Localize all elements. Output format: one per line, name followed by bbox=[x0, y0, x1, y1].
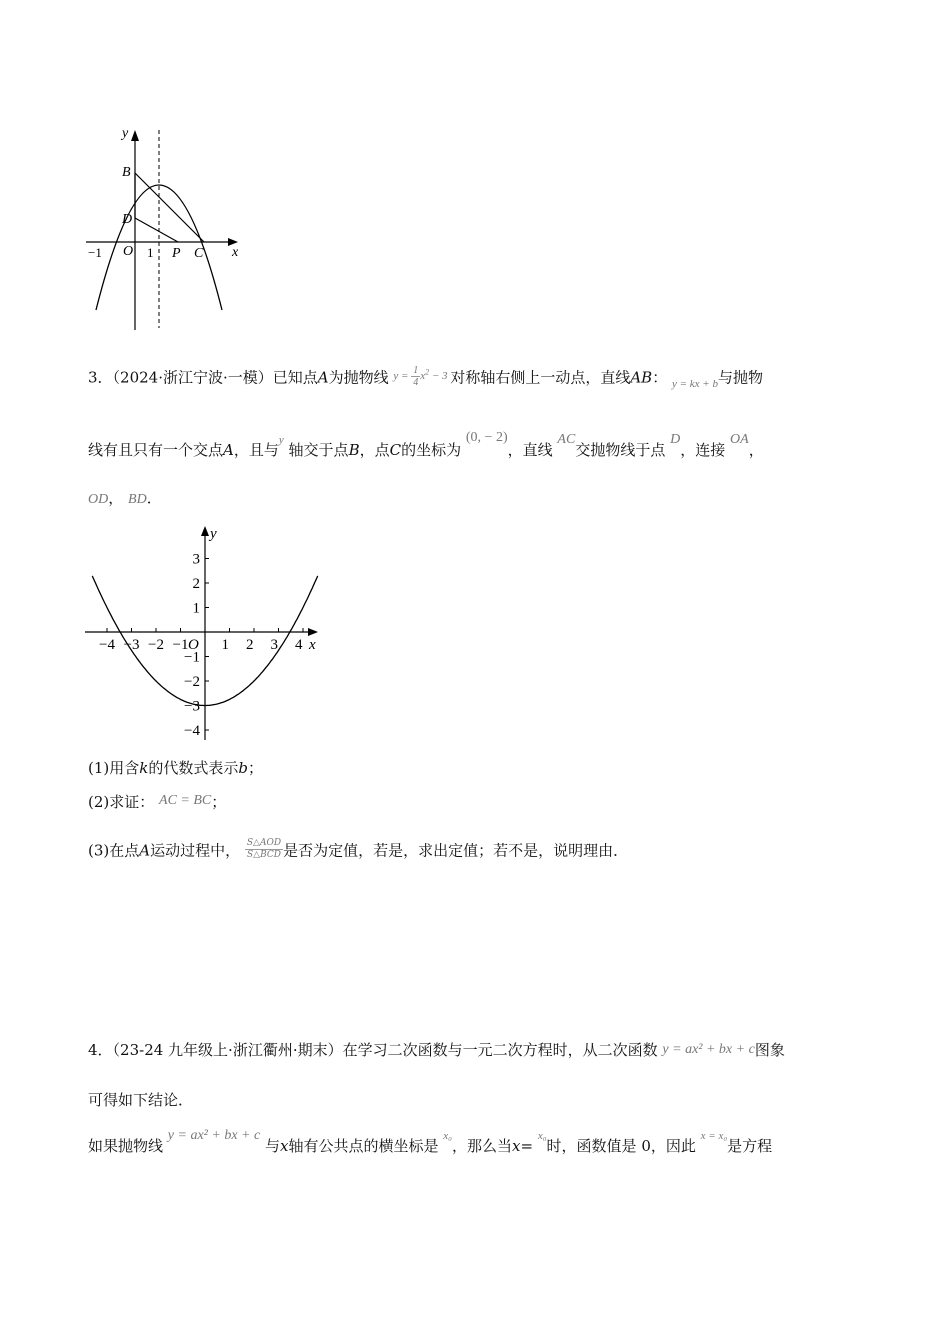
q4-line3-text-c: 轴有公共点的横坐标是 bbox=[288, 1137, 439, 1155]
y-tick-label: −3 bbox=[184, 698, 200, 715]
q3-comma: ， bbox=[748, 441, 764, 459]
x-tick-label: 1 bbox=[221, 637, 229, 653]
q4-line3-text-f: 是方程 bbox=[727, 1137, 773, 1155]
label-x: x bbox=[232, 245, 239, 260]
label-B: B bbox=[122, 165, 131, 180]
y-tick-label: −4 bbox=[184, 723, 200, 739]
q3-line2-text4: ，点 bbox=[359, 441, 390, 459]
segment-BC bbox=[135, 173, 204, 242]
q3-line2-text2: ，且与 bbox=[233, 441, 279, 459]
q3-BD: BD bbox=[128, 492, 147, 507]
q3-line2-text8: ，连接 bbox=[680, 441, 726, 459]
q4-line3-x: x bbox=[280, 1137, 289, 1155]
figure-1-parabola-diagram bbox=[80, 120, 250, 335]
q3-text4: 与抛物 bbox=[717, 368, 763, 387]
q3-line-AB: AB bbox=[630, 368, 653, 387]
q3-part3-ratio: $\frac{\text{S△AOD}}{\text{S△BCD}}$ bbox=[246, 838, 282, 860]
q3-OA: OA bbox=[730, 432, 749, 447]
q3-part1-b: b bbox=[238, 759, 248, 777]
q3-part2-eq: AC = BC bbox=[159, 793, 212, 808]
q3-line-eq: y = kx + b bbox=[671, 377, 718, 390]
label-O: O bbox=[123, 244, 134, 259]
q3-part2-text: (2)求证： bbox=[88, 793, 155, 811]
label-y: y bbox=[122, 126, 129, 141]
q4-line3-text-e: 时，函数值是 0，因此 bbox=[546, 1137, 696, 1155]
q3-text1: 已知点 bbox=[272, 368, 318, 387]
q3-part1-text-b: 的代数式表示 bbox=[148, 759, 239, 777]
q3-line2-text5: 的坐标为 bbox=[401, 441, 462, 459]
q3-part-3 bbox=[88, 840, 628, 863]
x-tick-label: 3 bbox=[270, 637, 278, 653]
y-axis-arrow bbox=[201, 526, 209, 536]
q3-part3-A: A bbox=[139, 841, 151, 860]
q3-part-2 bbox=[88, 792, 226, 814]
y-axis-arrow bbox=[131, 130, 139, 141]
q3-part3-text-a: (3)在点 bbox=[88, 841, 140, 860]
q3-point-A: A bbox=[317, 368, 329, 387]
segment-DP bbox=[135, 218, 178, 242]
q4-line3-text-b: 与 bbox=[264, 1137, 280, 1155]
q3-OD: OD bbox=[88, 492, 109, 507]
q3-part3-text-c: 是否为定值，若是，求出定值；若不是，说明理由． bbox=[283, 841, 629, 860]
q4-text1: 在学习二次函数与一元二次方程时，从二次函数 bbox=[342, 1041, 658, 1059]
q4-line-1 bbox=[88, 1040, 785, 1062]
q4-line-2 bbox=[88, 1090, 193, 1110]
q3-line2-text6: ，直线 bbox=[507, 441, 553, 459]
label-1: 1 bbox=[147, 245, 154, 260]
q3-AC: AC bbox=[557, 432, 576, 447]
y-tick-label: −1 bbox=[184, 649, 200, 666]
q3-line-2 bbox=[88, 430, 764, 462]
x-tick-label: −1 bbox=[172, 637, 189, 653]
q3-D: D bbox=[670, 432, 681, 447]
x-tick-label: 4 bbox=[295, 637, 303, 653]
q3-line2-B: B bbox=[348, 441, 360, 459]
q4-number: 4． bbox=[88, 1041, 113, 1059]
x-axis-arrow bbox=[308, 628, 318, 636]
q4-line3-x2: x bbox=[512, 1137, 521, 1155]
y-tick-label: 3 bbox=[192, 551, 200, 568]
q3-line2-text7: 交抛物线于点 bbox=[575, 441, 666, 459]
x-tick-label: 2 bbox=[246, 637, 254, 653]
q4-x-eq-x0: x = x₀ bbox=[700, 1130, 728, 1142]
q4-line2-text: 可得如下结论． bbox=[88, 1091, 194, 1109]
label-P: P bbox=[172, 246, 181, 261]
q3-parabola-eq: y = 1 4 x2 − 3 bbox=[393, 364, 448, 388]
q4-x0: x₀ bbox=[443, 1130, 452, 1142]
x-tick-label: −4 bbox=[99, 637, 115, 653]
q3-coord: (0, − 2) bbox=[465, 430, 508, 445]
x-axis-label: x bbox=[309, 637, 316, 653]
q3-line-1 bbox=[88, 366, 763, 392]
q3-source: （2024·浙江宁波·一模） bbox=[112, 368, 273, 387]
q4-func: y = ax² + bx + c bbox=[662, 1042, 755, 1057]
q4-source: （23-24 九年级上·浙江衢州·期末） bbox=[112, 1041, 343, 1059]
origin-label: O bbox=[188, 637, 199, 653]
q3-part2-end: ； bbox=[211, 793, 227, 811]
q3-part-1 bbox=[88, 758, 263, 778]
q3-part3-text-b: 运动过程中， bbox=[150, 841, 241, 860]
q3-line2-text3: 轴交于点 bbox=[288, 441, 349, 459]
q3-period: ． bbox=[146, 489, 162, 507]
q3-text3: 对称轴右侧上一动点，直线 bbox=[450, 368, 631, 387]
x-tick-label: −3 bbox=[123, 637, 140, 653]
q3-text2: 为抛物线 bbox=[328, 368, 389, 387]
y-tick-label: 2 bbox=[192, 576, 200, 592]
label-neg1: −1 bbox=[88, 245, 102, 260]
q4-line-3 bbox=[88, 1128, 773, 1158]
q4-text2: 图象 bbox=[754, 1041, 785, 1059]
label-D: D bbox=[122, 212, 133, 227]
q3-number: 3． bbox=[88, 368, 113, 387]
q3-line2-A: A bbox=[223, 441, 234, 459]
q4-line3-eq: = bbox=[520, 1137, 534, 1155]
q4-line3-func: y = ax² + bx + c bbox=[167, 1128, 261, 1143]
q3-comma2: ， bbox=[108, 489, 124, 507]
q3-part1-end: ； bbox=[247, 759, 263, 777]
q4-line3-text-d: ，那么当 bbox=[451, 1137, 512, 1155]
q3-line2-text1: 线有且只有一个交点 bbox=[88, 441, 224, 459]
q3-part1-k: k bbox=[139, 759, 149, 777]
q3-colon: ： bbox=[652, 368, 668, 387]
q3-line-3 bbox=[88, 488, 162, 510]
q4-x0b: x₀ bbox=[537, 1130, 547, 1142]
q3-line2-y: y bbox=[278, 434, 284, 446]
y-axis-label: y bbox=[210, 526, 217, 542]
y-tick-label: 1 bbox=[192, 600, 200, 617]
label-C: C bbox=[194, 246, 204, 261]
y-tick-label: −2 bbox=[184, 674, 200, 690]
q4-line3-text-a: 如果抛物线 bbox=[88, 1137, 164, 1155]
x-tick-label: −2 bbox=[148, 637, 164, 653]
figure-2-coordinate-grid bbox=[80, 522, 330, 744]
q3-line2-C: C bbox=[389, 441, 402, 459]
q3-part1-text-a: (1)用含 bbox=[88, 759, 140, 777]
